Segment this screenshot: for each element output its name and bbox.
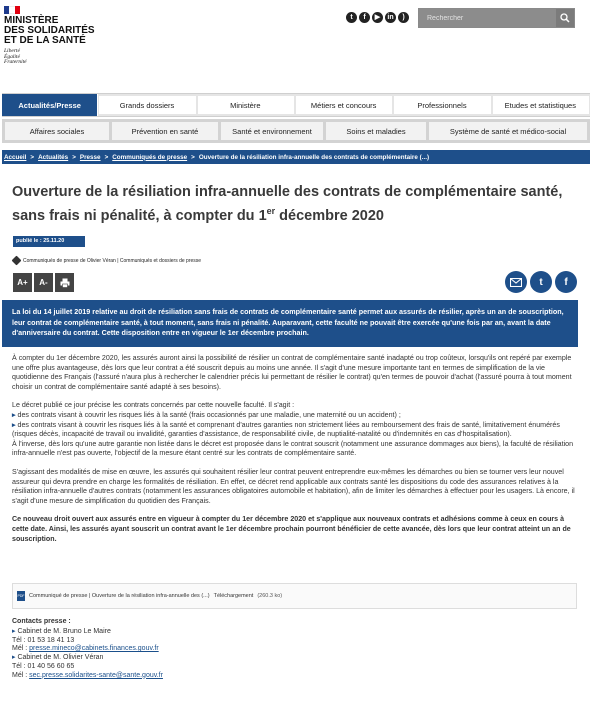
nav-grands-dossiers[interactable]: Grands dossiers bbox=[99, 96, 195, 114]
rss-icon[interactable]: ) bbox=[398, 12, 409, 23]
twitter-icon[interactable]: t bbox=[346, 12, 357, 23]
linkedin-icon[interactable]: in bbox=[385, 12, 396, 23]
contacts-heading: Contacts presse : bbox=[12, 618, 71, 625]
contact-email-link[interactable]: sec.presse.solidarites-sante@sante.gouv.fr bbox=[29, 671, 163, 679]
contact-email-row: Mél : sec.presse.solidarites-sante@sante.gouv.fr bbox=[12, 671, 163, 679]
facebook-icon[interactable]: f bbox=[359, 12, 370, 23]
article-body bbox=[12, 354, 578, 553]
list-item: ▸ des contrats visant à couvrir les risques liés à la santé et comprenant d'autres garanties non strictement liées au remboursement des frais de santé, limitativement énumérés (risques décès, incapacité de travail ou invalidité, garanties d'assistance, de responsabilité civile, de nuptialité-natalité ou d'indemnités en cas d'hospitalisation). bbox=[12, 421, 560, 439]
ministry-name: MINISTÈRE DES SOLIDARITÉS ET DE LA SANTÉ bbox=[4, 15, 95, 46]
social-links bbox=[346, 12, 409, 23]
subnav-systeme-sante[interactable]: Système de santé et médico-social bbox=[429, 122, 587, 140]
file-size: (260.3 ko) bbox=[257, 593, 283, 599]
site-header bbox=[0, 0, 592, 93]
breadcrumb-separator: > bbox=[104, 153, 109, 161]
flag-icon bbox=[4, 6, 20, 14]
motto: Liberté Égalité Fraternité bbox=[4, 48, 27, 65]
main-nav bbox=[2, 93, 590, 117]
paragraph: À compter du 1er décembre 2020, les assurés auront ainsi la possibilité de résilier un contrat de complémentaire santé inadapté ou trop coûteux, lorsqu'ils ont repéré par exemple une offre plus avantageuse, dès lors que leur contrat a été souscrit depuis au moins une année. Il s'agit d'une mesure importante tant en termes de simplification de la vie quotidienne des Français (l'assuré n'aura plus à rechercher le calendrier précis lui permettant de résilier le contrat) qu'en termes de pouvoir d'achat (l'assuré pourra à tout moment choisir un contrat de complémentaire santé adapté à ses besoins). bbox=[12, 354, 572, 391]
youtube-icon[interactable]: ▶ bbox=[372, 12, 383, 23]
nav-metiers[interactable]: Métiers et concours bbox=[296, 96, 392, 114]
twitter-icon: t bbox=[539, 276, 543, 288]
text-tools bbox=[13, 273, 74, 292]
search-icon bbox=[560, 13, 570, 23]
published-date: publié le : 25.11.20 bbox=[13, 236, 85, 247]
breadcrumb-link[interactable]: Presse bbox=[79, 153, 101, 161]
breadcrumb-link[interactable]: Actualités bbox=[38, 153, 69, 161]
press-contacts bbox=[12, 618, 163, 681]
contact-email-row: Mél : presse.mineco@cabinets.finances.gouv.fr bbox=[12, 645, 159, 653]
nav-professionnels[interactable]: Professionnels bbox=[394, 96, 490, 114]
pdf-icon: PDF bbox=[17, 591, 25, 601]
nav-actualites[interactable]: Actualités/Presse bbox=[2, 94, 98, 116]
paragraph: S'agissant des modalités de mise en œuvre, les assurés qui souhaitent résilier leur contrat peuvent entreprendre eux-mêmes les démarches ou bien se tourner vers leur nouvel assureur qui devra prendre en charge les formalités de résiliation. En effet, ce décret rend applicable aux contrats santé les dispositions du code des assurances relatives à la résiliation infra-annuelle d'autres contrats (notamment les assurances obligatoires automobile et habitation), afin de limiter les démarches à effectuer pour les usagers. Là encore, il s'agit d'une mesure de simplification du quotidien des Français. bbox=[12, 467, 575, 505]
subnav-soins[interactable]: Soins et maladies bbox=[326, 122, 426, 140]
breadcrumb-separator: > bbox=[30, 153, 35, 161]
share-buttons bbox=[505, 271, 577, 293]
page-title: Ouverture de la résiliation infra-annuelle des contrats de complémentaire santé, sans frais ni pénalité, à compter du 1er décembre 2020 bbox=[12, 184, 563, 224]
download-attachment[interactable] bbox=[12, 583, 577, 609]
font-decrease-button[interactable]: A- bbox=[34, 273, 53, 292]
list-item: ▸ des contrats visant à couvrir les risques liés à la santé (frais occasionnés par une maladie, une maternité ou un accident) ; bbox=[12, 411, 401, 419]
paragraph: Le décret publié ce jour précise les contrats concernés par cette nouvelle faculté. Il s'agit : ▸ des contrats visant à couvrir les risques liés à la santé (frais occasionnés par une maladie, une maternité ou un accident) ; ▸ des contrats visant à couvrir les risques liés à la santé et comprenant d'autres garanties non strictement liées au remboursement des frais de santé, limitativement énumérés (risques décès, incapacité de travail ou invalidité, garanties d'assistance, de responsabilité civile, de nuptialité-natalité ou d'indemnités en cas d'hospitalisation). À l'inverse, dès lors qu'une autre garantie non listée dans le décret est proposée dans le contrat souscrit (notamment une assurance dommages aux biens), la faculté de résiliation infra-annuelle n'est pas ouverte, l'objectif de la mesure étant centré sur les contrats de complémentaire santé. bbox=[12, 401, 578, 459]
tags-label[interactable]: Communiqués de presse de Olivier Véran | Communiqués et dossiers de presse bbox=[23, 257, 202, 264]
nav-etudes[interactable]: Etudes et statistiques bbox=[493, 96, 589, 114]
subnav-environnement[interactable]: Santé et environnement bbox=[221, 122, 323, 140]
sub-nav bbox=[2, 119, 590, 143]
email-icon bbox=[510, 278, 522, 287]
contact-name: ▸ Cabinet de M. Olivier Véran bbox=[12, 654, 163, 663]
breadcrumb-separator: > bbox=[191, 153, 195, 161]
print-button[interactable] bbox=[55, 273, 74, 292]
breadcrumb-link[interactable]: Accueil bbox=[4, 153, 27, 161]
paragraph: Ce nouveau droit ouvert aux assurés entre en vigueur à compter du 1er décembre 2020 et s'applique aux nouveaux contrats et adhésions comme à ceux en cours à cette date. Ainsi, les assurés ayant souscrit un contrat avant le 1er décembre prochain pourront bénéficier de cette avancée, dès lors que leur contrat atteint un an de souscription. bbox=[12, 515, 571, 543]
download-label: Communiqué de presse | Ouverture de la résiliation infra-annuelle des (...) bbox=[29, 593, 210, 599]
search-box bbox=[418, 8, 575, 28]
facebook-icon: f bbox=[564, 276, 568, 288]
contact-name: ▸ Cabinet de M. Bruno Le Maire bbox=[12, 628, 163, 637]
print-icon bbox=[60, 278, 70, 288]
article-lead: La loi du 14 juillet 2019 relative au droit de résiliation sans frais de contrats de complémentaire santé permet aux assurés de résilier, après un an de souscription, leur contrat de complémentaire santé, à tout moment, sans frais ni pénalité. Auparavant, cette faculté ne pouvait être exercée qu'une fois par an, avant la date d'anniversaire du contrat. Cette disposition entre en vigueur le 1er décembre prochain. bbox=[2, 300, 578, 347]
ministry-logo[interactable] bbox=[4, 6, 95, 66]
tags bbox=[13, 257, 201, 264]
breadcrumb bbox=[2, 150, 590, 164]
contact-phone: Tél : 01 40 56 60 65 bbox=[12, 662, 75, 670]
breadcrumb-separator: > bbox=[72, 153, 76, 161]
facebook-share-button[interactable] bbox=[555, 271, 577, 293]
subnav-prevention[interactable]: Prévention en santé bbox=[112, 122, 218, 140]
search-input[interactable] bbox=[419, 9, 556, 27]
subnav-affaires-sociales[interactable]: Affaires sociales bbox=[5, 122, 109, 140]
contact-phone: Tél : 01 53 18 41 13 bbox=[12, 636, 75, 644]
font-increase-button[interactable]: A+ bbox=[13, 273, 32, 292]
email-share-button[interactable] bbox=[505, 271, 527, 293]
contact-email-link[interactable]: presse.mineco@cabinets.finances.gouv.fr bbox=[29, 645, 159, 653]
tag-icon bbox=[12, 256, 22, 266]
download-link[interactable]: Téléchargement bbox=[213, 593, 254, 599]
breadcrumb-link[interactable]: Communiqués de presse bbox=[112, 153, 188, 161]
nav-ministere[interactable]: Ministère bbox=[198, 96, 294, 114]
breadcrumb-current: Ouverture de la résiliation infra-annuelle des contrats de complémentaire (...) bbox=[198, 153, 430, 161]
search-button[interactable] bbox=[556, 9, 574, 27]
twitter-share-button[interactable] bbox=[530, 271, 552, 293]
